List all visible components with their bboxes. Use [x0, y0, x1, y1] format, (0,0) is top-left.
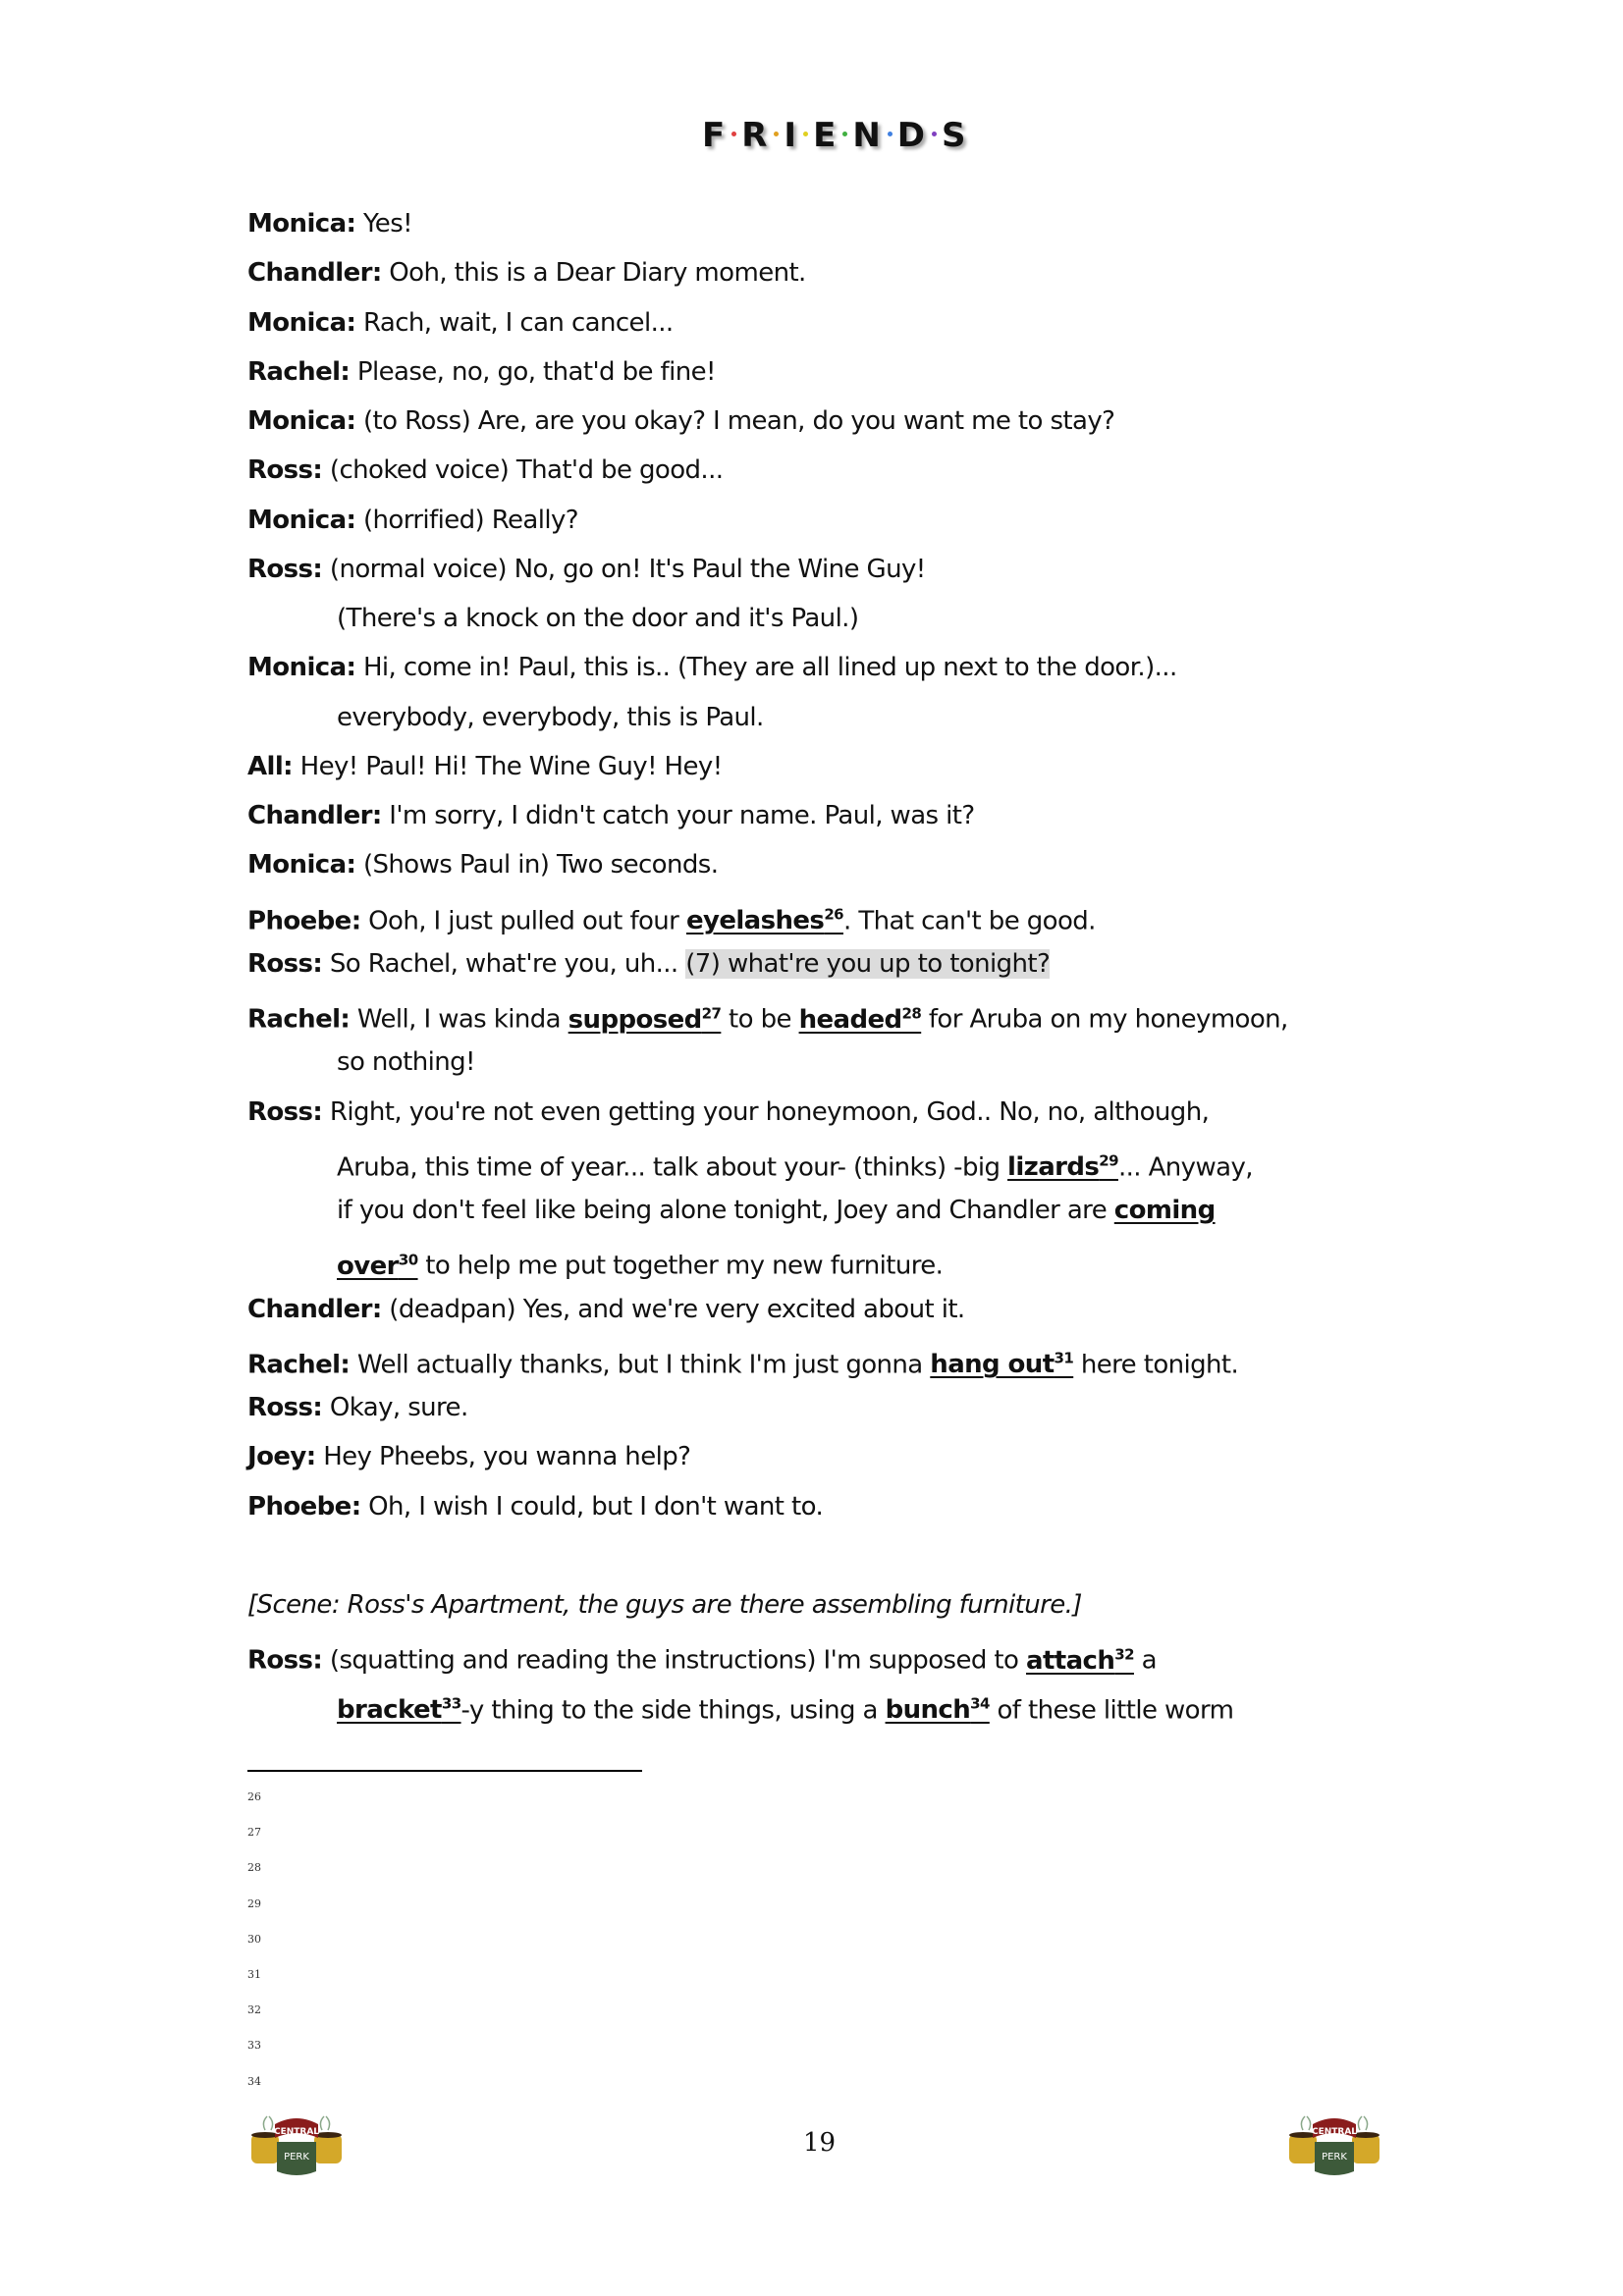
dialogue-text: ... Anyway,: [1117, 1152, 1253, 1183]
vocabulary-term: attach$^{32}$: [1026, 1645, 1134, 1676]
speaker-name: Rachel:: [247, 356, 351, 387]
dialogue-line: [247, 895, 1096, 941]
dialogue-line: [337, 1191, 1216, 1230]
dialogue-text: Well, I was kinda: [350, 1004, 568, 1035]
logo-dot: [932, 132, 937, 136]
dialogue-line: [247, 1290, 965, 1329]
dialogue-text: everybody, everybody, this is Paul.: [337, 702, 764, 732]
dialogue-text: so nothing!: [337, 1047, 475, 1078]
logo-dot: [731, 132, 736, 136]
logo-letter: E: [813, 116, 839, 155]
dialogue-line: [247, 993, 1288, 1040]
speaker-name: Ross:: [247, 455, 323, 486]
dialogue-line: [247, 1585, 1082, 1625]
dialogue-line: [247, 401, 1114, 441]
dialogue-text: Please, no, go, that'd be fine!: [350, 356, 716, 387]
dialogue-text: if you don't feel like being alone tonight, Joey and Chandler are: [337, 1196, 1114, 1225]
central-perk-logo-left: [245, 2112, 348, 2177]
dialogue-text: to help me put together my new furniture.: [417, 1251, 944, 1281]
dialogue-text: (squatting and reading the instructions) I'm supposed to: [322, 1645, 1026, 1676]
central-perk-logo-right: [1283, 2112, 1385, 2177]
speaker-name: All:: [247, 751, 293, 781]
vocabulary-term: headed$^{28}$: [798, 1004, 922, 1035]
dialogue-line: [337, 1142, 1253, 1188]
dialogue-line: [247, 501, 578, 540]
speaker-name: Phoebe:: [247, 1491, 361, 1522]
svg-text:CENTRAL: CENTRAL: [1311, 2127, 1358, 2137]
dialogue-line: [247, 253, 806, 293]
dialogue-text: Hey! Paul! Hi! The Wine Guy! Hey!: [292, 751, 723, 781]
dialogue-text: Yes!: [355, 209, 412, 239]
footnote-ref: 33: [441, 1694, 461, 1713]
footnote-ref: 29: [1099, 1151, 1118, 1170]
dialogue-line: [247, 451, 723, 490]
vocabulary-term: bracket$^{33}$: [337, 1694, 461, 1726]
speaker-name: Monica:: [247, 209, 356, 239]
footnote-number: 31: [247, 1968, 261, 1981]
svg-text:PERK: PERK: [284, 2152, 309, 2163]
friends-logo: [702, 116, 968, 155]
page-number: 19: [803, 2128, 837, 2158]
dialogue-text: Ooh, this is a Dear Diary moment.: [381, 258, 806, 289]
footnote-number: 32: [247, 2003, 261, 2017]
dialogue-text: (There's a knock on the door and it's Paul.): [337, 604, 859, 633]
footnote-number: 26: [247, 1790, 261, 1803]
speaker-name: Phoebe:: [247, 906, 361, 936]
dialogue-line: [247, 1487, 823, 1526]
speaker-name: Chandler:: [247, 258, 382, 289]
dialogue-line: [337, 1042, 475, 1082]
speaker-name: Ross:: [247, 1096, 323, 1127]
speaker-name: Ross:: [247, 554, 323, 584]
dialogue-text: a: [1133, 1645, 1157, 1676]
speaker-name: Monica:: [247, 406, 356, 436]
dialogue-text: . That can't be good.: [843, 906, 1096, 936]
dialogue-text: Hi, come in! Paul, this is.. (They are all lined up next to the door.)...: [355, 653, 1177, 683]
logo-dot: [888, 132, 893, 136]
dialogue-text: Ooh, I just pulled out four: [360, 906, 686, 936]
vocabulary-term: coming: [1113, 1196, 1216, 1225]
dialogue-line: [337, 599, 858, 638]
footnote-ref: 31: [1054, 1349, 1074, 1367]
footnote-ref: 26: [824, 905, 843, 924]
footnote-number: 29: [247, 1896, 261, 1910]
speaker-name: Monica:: [247, 850, 356, 881]
dialogue-text: (horrified) Really?: [355, 505, 578, 535]
footnote-ref: 30: [398, 1251, 418, 1269]
dialogue-line: [247, 550, 926, 589]
footnote-number: 34: [247, 2074, 261, 2088]
svg-text:CENTRAL: CENTRAL: [273, 2127, 320, 2137]
footnote-ref: 32: [1114, 1645, 1134, 1664]
speaker-name: Ross:: [247, 1645, 323, 1676]
dialogue-line: [247, 1437, 690, 1476]
logo-dot: [803, 132, 808, 136]
dialogue-line: [247, 204, 412, 243]
dialogue-text: So Rachel, what're you, uh...: [322, 948, 686, 979]
dialogue-text: Rach, wait, I can cancel...: [355, 307, 674, 338]
logo-letter: N: [852, 116, 883, 155]
dialogue-line: [247, 944, 1050, 984]
footnote-ref: 27: [701, 1004, 722, 1022]
vocabulary-term: bunch$^{34}$: [885, 1694, 990, 1726]
dialogue-text: Hey Pheebs, you wanna help?: [315, 1442, 691, 1472]
dialogue-text: to be: [721, 1004, 799, 1035]
dialogue-line: [247, 1388, 468, 1427]
speaker-name: Ross:: [247, 1393, 323, 1422]
dialogue-text: Right, you're not even getting your honeymoon, God.. No, no, although,: [322, 1096, 1210, 1127]
dialogue-line: [247, 1339, 1238, 1385]
speaker-name: Rachel:: [247, 1004, 351, 1035]
footnote-number: 28: [247, 1861, 261, 1875]
dialogue-line: [337, 1684, 1233, 1731]
speaker-name: Monica:: [247, 307, 356, 338]
logo-dot: [842, 132, 847, 136]
speaker-name: Chandler:: [247, 1294, 382, 1324]
dialogue-line: [247, 648, 1177, 687]
dialogue-line: [247, 747, 723, 786]
logo-letter: F: [702, 116, 728, 155]
speaker-name: Monica:: [247, 653, 356, 683]
footnote-ref: 34: [970, 1694, 990, 1713]
footnote-ref: 28: [901, 1004, 922, 1022]
dialogue-line: [247, 796, 975, 835]
logo-letter: R: [741, 116, 770, 155]
speaker-name: Chandler:: [247, 801, 382, 830]
vocabulary-term: hang out$^{31}$: [930, 1349, 1074, 1380]
dialogue-text: I'm sorry, I didn't catch your name. Paul, was it?: [381, 801, 975, 830]
logo-letter: I: [784, 116, 799, 155]
dialogue-text: (Shows Paul in) Two seconds.: [355, 850, 719, 881]
footnote-number: 33: [247, 2039, 261, 2053]
dialogue-text: (normal voice) No, go on! It's Paul the Wine Guy!: [322, 554, 926, 584]
dialogue-text: Aruba, this time of year... talk about your- (thinks) -big: [337, 1152, 1008, 1183]
dialogue-line: [247, 845, 718, 884]
vocabulary-term: lizards$^{29}$: [1007, 1151, 1118, 1183]
dialogue-line: [337, 698, 764, 737]
vocabulary-term: over$^{30}$: [337, 1251, 418, 1281]
dialogue-text: Okay, sure.: [322, 1393, 468, 1422]
dialogue-text: (choked voice) That'd be good...: [322, 455, 724, 486]
dialogue-text: -y thing to the side things, using a: [460, 1695, 886, 1726]
dialogue-text: here tonight.: [1073, 1350, 1239, 1380]
scene-heading: [Scene: Ross's Apartment, the guys are there assembling furniture.]: [247, 1590, 1082, 1620]
footnote-number: 30: [247, 1932, 261, 1946]
vocabulary-term: supposed$^{27}$: [568, 1004, 722, 1035]
speaker-name: Ross:: [247, 948, 323, 979]
dialogue-text: Oh, I wish I could, but I don't want to.: [360, 1491, 824, 1522]
speaker-name: Rachel:: [247, 1350, 351, 1380]
dialogue-text: of these little worm: [989, 1695, 1234, 1726]
footnote-separator: [247, 1770, 642, 1772]
dialogue-text: Well actually thanks, but I think I'm just gonna: [350, 1350, 931, 1380]
dialogue-text: (deadpan) Yes, and we're very excited about it.: [381, 1294, 965, 1324]
dialogue-line: [247, 1093, 1209, 1132]
logo-letter: S: [942, 116, 968, 155]
footnote-number: 27: [247, 1826, 261, 1840]
speaker-name: Joey:: [247, 1442, 316, 1472]
logo-letter: D: [896, 116, 928, 155]
dialogue-text: (to Ross) Are, are you okay? I mean, do you want me to stay?: [355, 406, 1115, 436]
dialogue-line: [247, 352, 716, 392]
vocabulary-term: eyelashes$^{26}$: [685, 905, 843, 936]
dialogue-line: [247, 1634, 1157, 1681]
dialogue-line: [337, 1240, 943, 1286]
dialogue-text: for Aruba on my honeymoon,: [921, 1004, 1288, 1035]
highlighted-text: (7) what're you up to tonight?: [685, 948, 1051, 979]
speaker-name: Monica:: [247, 505, 356, 535]
dialogue-line: [247, 303, 674, 343]
logo-dot: [774, 132, 779, 136]
svg-text:PERK: PERK: [1322, 2152, 1347, 2163]
